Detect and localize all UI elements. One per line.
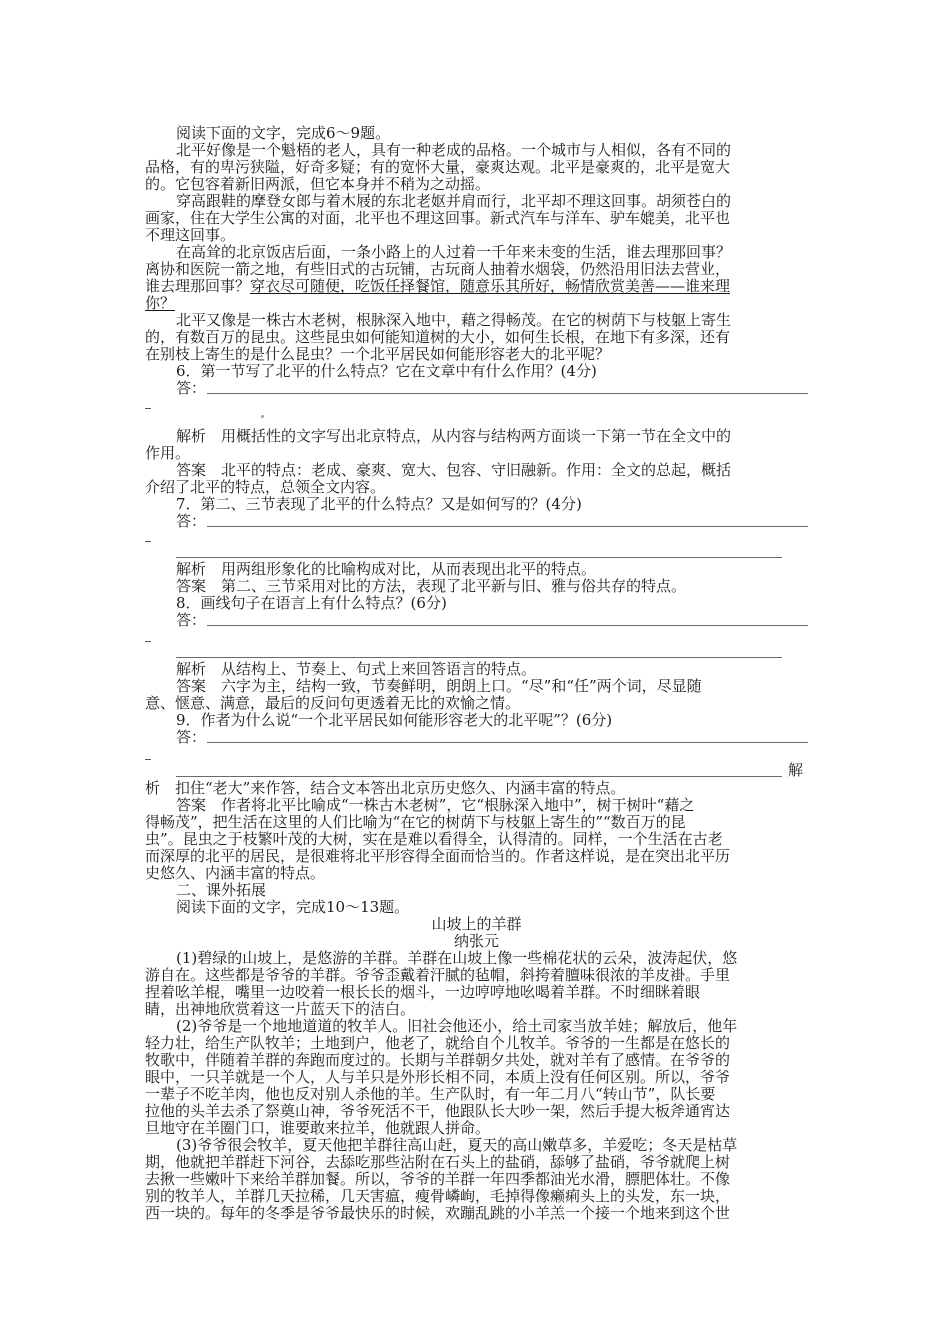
passage-line: 离协和医院一箭之地，有些旧式的古玩铺，古玩商人抽着水烟袋，仍然沿用旧法去营业， [145, 260, 731, 278]
passage-line: 睛，出神地欣赏着这一片蓝天下的洁白。 [145, 1000, 416, 1018]
passage-line: 北平又像是一株古木老树，根脉深入地中，藉之得畅茂。在它的树荫下与枝躯上寄生 [176, 311, 732, 329]
reading-instruction: 阅读下面的文字，完成6～9题。 [176, 124, 391, 142]
answer-line [207, 742, 808, 743]
underlined-sentence: 穿衣尽可随便，吃饭任择餐馆，随意乐其所好，畅情欣赏美善——谁来理 [250, 277, 731, 295]
passage-line: 旦地守在羊圈门口，谁要敢来拉羊，他就跟人拼命。 [145, 1119, 491, 1137]
passage-line: 画家，住在大学生公寓的对面，北平也不理这回事。新式汽车与洋车、驴车媲美，北平也 [145, 209, 731, 227]
passage-line: 的，有数百万的昆虫。这些昆虫如何能知道树的大小，如何生长根，在地下有多深，还有 [145, 328, 731, 346]
answer-text-line: 答案 第二、三节采用对比的方法，表现了北平新与旧、雅与俗共存的特点。 [176, 577, 687, 595]
answer-text-line: 答案 北平的特点：老成、豪爽、宽大、包容、守旧融新。作用：全文的总起，概括 [176, 461, 732, 479]
analysis-line: 析 扣住“老大”来作答，结合文本答出北京历史悠久、内涵丰富的特点。 [145, 779, 626, 797]
answer-text-line: 答案 六字为主，结构一致，节奏鲜明，朗朗上口。“尽”和“任”两个词，尽显随 [176, 677, 702, 695]
passage-line: 一辈子不吃羊肉，他也反对别人杀他的羊。生产队时，有一年二月八“转山节”，队长要 [145, 1085, 716, 1103]
passage-line: 北平好像是一个魁梧的老人，具有一种老成的品格。一个城市与人相似，各有不同的 [176, 141, 732, 159]
answer-label: 答： [176, 512, 207, 530]
passage-title: 山坡上的羊群 [431, 915, 522, 933]
analysis-line: 作用。 [145, 444, 191, 462]
passage-line: 捏着吆羊棍，嘴里一边咬着一根长长的烟斗，一边哼哼地吆喝着羊群。不时细眯着眼 [145, 983, 701, 1001]
answer-line [176, 657, 782, 658]
answer-label: 答： [176, 728, 207, 746]
answer-line [207, 526, 808, 527]
passage-line: 轻力壮，给生产队牧羊；土地到户，他老了，就给自个儿牧羊。爷爷的一生都是在悠长的 [145, 1034, 731, 1052]
question-6: 6．第一节写了北平的什么特点？它在文章中有什么作用？(4分) [176, 362, 597, 380]
passage-line: (3)爷爷很会牧羊，夏天他把羊群往高山赶，夏天的高山嫩草多，羊爱吃；冬天是枯草 [176, 1136, 738, 1154]
answer-line [176, 776, 782, 777]
analysis-line: 解析 用两组形象化的比喻构成对比，从而表现出北平的特点。 [176, 560, 597, 578]
answer-text-line: 得畅茂”，把生活在这里的人们比喻为“在它的树荫下与枝躯上寄生的”“数百万的昆 [145, 813, 686, 831]
answer-line [207, 393, 808, 394]
section-heading: 二、课外拓展 [176, 881, 267, 899]
passage-line: 去揪一些嫩叶下来给羊群加餐。所以，爷爷的羊群一年四季都油光水滑，膘肥体壮。不像 [145, 1170, 731, 1188]
passage-line: 在高耸的北京饭店后面，一条小路上的人过着一千年来未变的生活，谁去理那回事？ [176, 243, 732, 261]
answer-label: 答： [176, 379, 207, 397]
passage-line: 游自在。这些都是爷爷的羊群。爷爷歪戴着汗腻的毡帽，斜挎着膻味很浓的羊皮褂。手里 [145, 966, 731, 984]
passage-line: 期，他就把羊群赶下河谷，去舔吃那些沾附在石头上的盐硝，舔够了盐硝，爷爷就爬上树 [145, 1153, 731, 1171]
answer-line-continuation [145, 759, 151, 760]
answer-line-continuation [145, 408, 151, 409]
reading-instruction: 阅读下面的文字，完成10～13题。 [176, 898, 410, 916]
question-7: 7．第二、三节表现了北平的什么特点？又是如何写的？(4分) [176, 495, 582, 513]
ink-speck [261, 415, 264, 418]
analysis-line: 解析 从结构上、节奏上、句式上来回答语言的特点。 [176, 660, 537, 678]
passage-line: 别的牧羊人，羊群几天拉稀，几天害瘟，瘦骨嶙峋，毛掉得像癞痢头上的头发，东一块， [145, 1187, 731, 1205]
answer-text-line: 史悠久、内涵丰富的特点。 [145, 864, 326, 882]
analysis-head: 解 [788, 761, 804, 779]
underlined-sentence-tail: 你？ [145, 294, 176, 312]
question-9: 9．作者为什么说“一个北平居民如何能形容老大的北平呢”？(6分) [176, 711, 613, 729]
passage-line: 的。它包容着新旧两派，但它本身并不稍为之动摇。 [145, 175, 491, 193]
passage-line: 在别枝上寄生的是什么昆虫？一个北平居民如何能形容老大的北平呢？ [145, 345, 611, 363]
answer-text-line: 意、惬意、满意，最后的反问句更透着无比的欢愉之情。 [145, 694, 521, 712]
passage-line: 眼中，一只羊就是一个人，人与羊只是外形长相不同，本质上没有任何区别。所以，爷爷 [145, 1068, 731, 1086]
passage-line: 品格，有的卑污狭隘，好奇多疑；有的宽怀大量，豪爽达观。北平是豪爽的，北平是宽大 [145, 158, 731, 176]
answer-text-line: 答案 作者将北平比喻成“一株古木老树”，它“根脉深入地中”，树干树叶“藉之 [176, 796, 695, 814]
analysis-line: 解析 用概括性的文字写出北京特点，从内容与结构两方面谈一下第一节在全文中的 [176, 427, 732, 445]
passage-line [145, 278, 730, 295]
passage-author: 纳张元 [453, 932, 499, 950]
question-8: 8．画线句子在语言上有什么特点？(6分) [176, 594, 447, 612]
passage-line: 不理这回事。 [145, 226, 236, 244]
passage-line: 西一块的。每年的冬季是爷爷最快乐的时候，欢蹦乱跳的小羊羔一个接一个地来到这个世 [145, 1204, 731, 1222]
passage-line: (1)碧绿的山坡上，是悠游的羊群。羊群在山坡上像一些棉花状的云朵，波涛起伏，悠 [176, 949, 738, 967]
passage-line: 穿高跟鞋的摩登女郎与着木屐的东北老妪并肩而行，北平却不理这回事。胡须苍白的 [176, 192, 732, 210]
answer-text-line: 而深厚的北平的居民，是很难将北平形容得全面而恰当的。作者这样说，是在突出北平历 [145, 847, 731, 865]
answer-text-line: 介绍了北平的特点，总领全文内容。 [145, 478, 386, 496]
answer-line-continuation [145, 541, 151, 542]
answer-label: 答： [176, 611, 207, 629]
passage-text: 谁去理那回事？ [145, 277, 251, 295]
passage-line: 牧歌中，伴随着羊群的奔跑而度过的。长期与羊群朝夕共处，就对羊有了感情。在爷爷的 [145, 1051, 731, 1069]
answer-line [207, 625, 808, 626]
answer-line [176, 557, 782, 558]
answer-line-continuation [145, 641, 151, 642]
answer-text-line: 虫”。昆虫之于枝繁叶茂的大树，实在是难以看得全，认得清的。同样，一个生活在古老 [145, 830, 723, 848]
passage-line: 拉他的头羊去杀了祭奠山神，爷爷死活不干，他跟队长大吵一架，然后手提大板斧通宵达 [145, 1102, 731, 1120]
passage-line: (2)爷爷是一个地地道道的牧羊人。旧社会他还小，给土司家当放羊娃；解放后，他年 [176, 1017, 738, 1035]
